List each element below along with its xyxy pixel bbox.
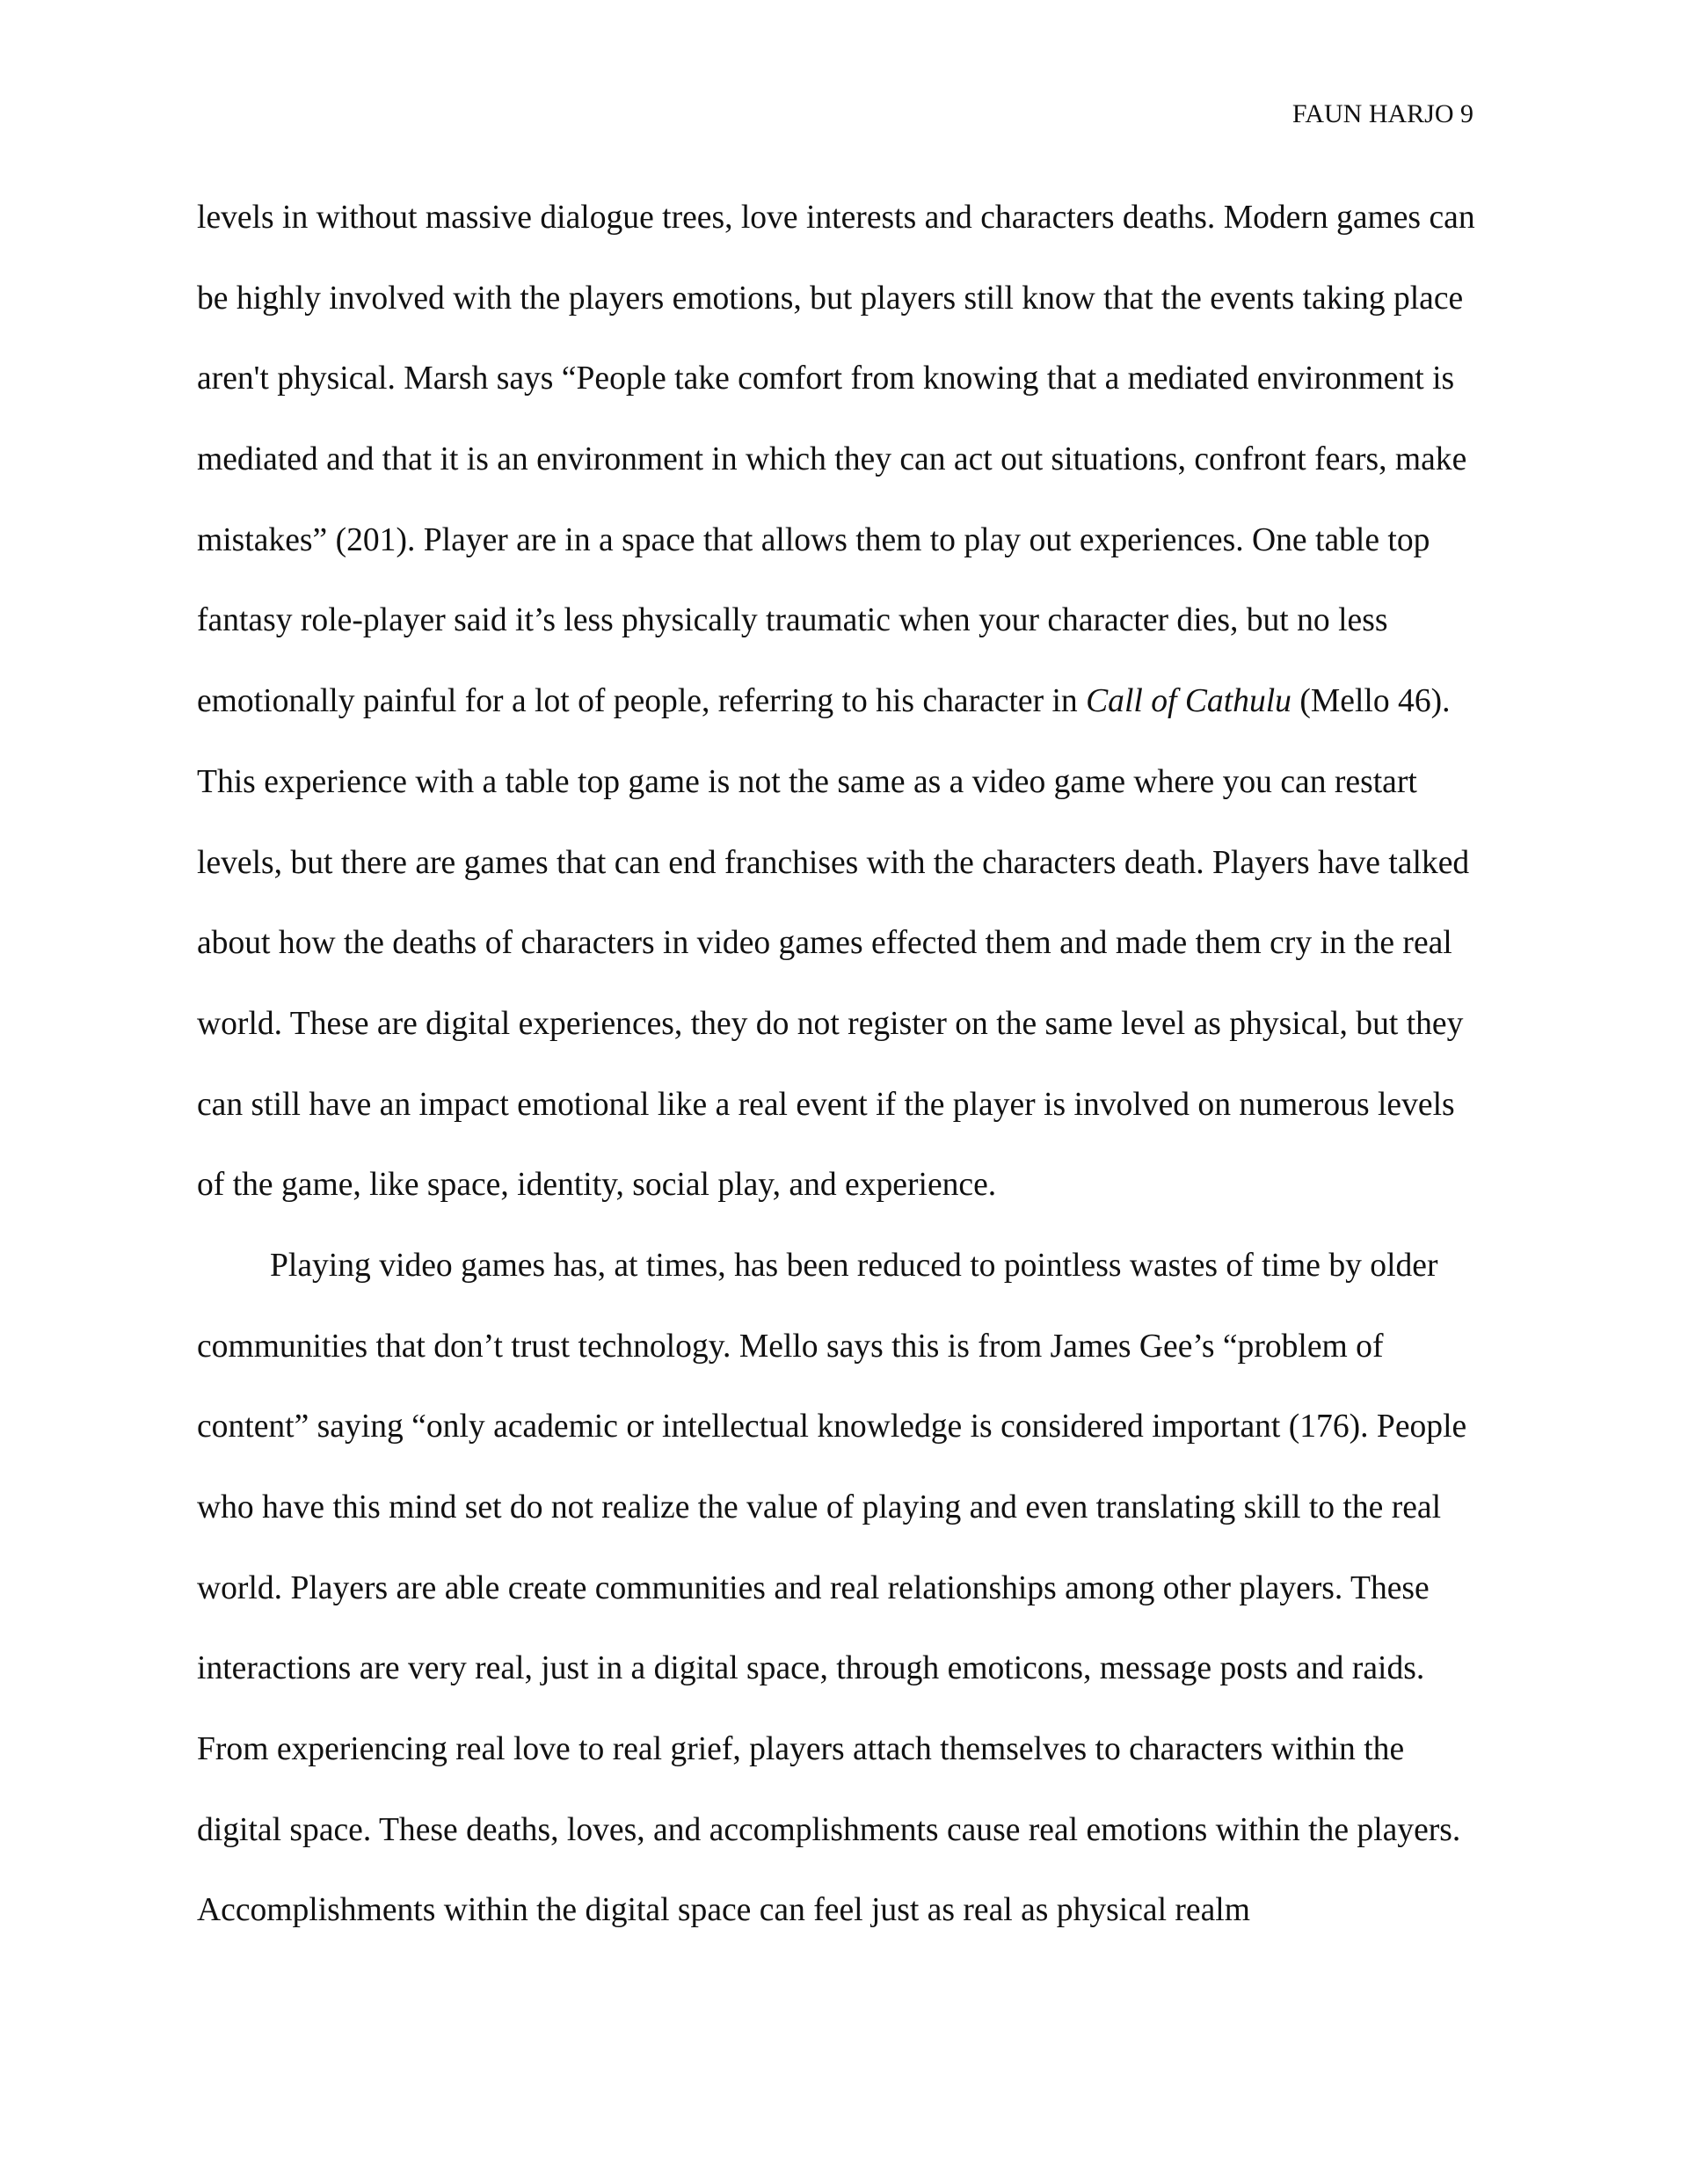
text-segment: of the game, like space, identity, social play, and experience. xyxy=(197,1167,997,1204)
running-head: FAUN HARJO 9 xyxy=(1291,99,1473,128)
text-line xyxy=(197,1548,1481,1629)
text-line xyxy=(197,1065,1481,1146)
text-line xyxy=(197,1709,1481,1790)
document-body xyxy=(197,178,1481,1951)
text-segment: fantasy role-player said it’s less physically traumatic when your character dies, but no less xyxy=(197,602,1388,639)
text-line xyxy=(197,1870,1481,1951)
text-segment: (Mello 46). xyxy=(1291,683,1451,720)
text-line xyxy=(197,178,1481,258)
text-line xyxy=(197,1790,1481,1871)
text-line xyxy=(197,580,1481,661)
text-segment: can still have an impact emotional like a real event if the player is involved on numerous levels xyxy=(197,1086,1455,1123)
text-line xyxy=(197,1145,1481,1226)
text-line xyxy=(197,742,1481,823)
paragraph-first-line xyxy=(197,1226,1481,1307)
text-segment: world. Players are able create communities and real relationships among other players. These xyxy=(197,1569,1430,1606)
text-segment: aren't physical. Marsh says “People take comfort from knowing that a mediated environment is xyxy=(197,360,1455,397)
text-segment: Accomplishments within the digital space can feel just as real as physical realm xyxy=(197,1892,1250,1929)
text-line xyxy=(197,1628,1481,1709)
text-segment: mistakes” (201). Player are in a space that allows them to play out experiences. One table top xyxy=(197,521,1430,558)
text-segment: Playing video games has, at times, has been reduced to pointless wastes of time by older xyxy=(270,1247,1438,1284)
text-segment: This experience with a table top game is not the same as a video game where you can restart xyxy=(197,763,1417,800)
text-segment: From experiencing real love to real grief, players attach themselves to characters within the xyxy=(197,1731,1405,1768)
italic-title: Call of Cathulu xyxy=(1086,683,1291,720)
text-line xyxy=(197,1307,1481,1387)
text-segment: digital space. These deaths, loves, and accomplishments cause real emotions within the players. xyxy=(197,1811,1461,1848)
text-line xyxy=(197,661,1481,742)
text-line xyxy=(197,1387,1481,1467)
text-segment: who have this mind set do not realize the value of playing and even translating skill to the real xyxy=(197,1489,1442,1525)
text-segment: world. These are digital experiences, they do not register on the same level as physical, but they xyxy=(197,1005,1464,1042)
text-line xyxy=(197,500,1481,581)
text-line xyxy=(197,984,1481,1065)
text-line xyxy=(197,823,1481,904)
text-line xyxy=(197,258,1481,339)
text-segment: be highly involved with the players emotions, but players still know that the events taking place xyxy=(197,280,1464,317)
text-line xyxy=(197,419,1481,500)
text-line xyxy=(197,1467,1481,1548)
text-segment: levels in without massive dialogue trees, love interests and characters deaths. Modern games can xyxy=(197,200,1475,236)
text-segment: interactions are very real, just in a digital space, through emoticons, message posts and raids. xyxy=(197,1650,1425,1687)
text-line xyxy=(197,903,1481,984)
text-segment: communities that don’t trust technology. Mello says this is from James Gee’s “problem of xyxy=(197,1328,1384,1365)
text-segment: emotionally painful for a lot of people, referring to his character in xyxy=(197,683,1087,720)
text-line xyxy=(197,339,1481,419)
text-segment: mediated and that it is an environment in which they can act out situations, confront fears, make xyxy=(197,441,1467,478)
text-segment: levels, but there are games that can end franchises with the characters death. Players have talked xyxy=(197,844,1470,881)
text-segment: about how the deaths of characters in video games effected them and made them cry in the real xyxy=(197,925,1452,962)
text-segment: content” saying “only academic or intellectual knowledge is considered important (176). People xyxy=(197,1409,1467,1445)
